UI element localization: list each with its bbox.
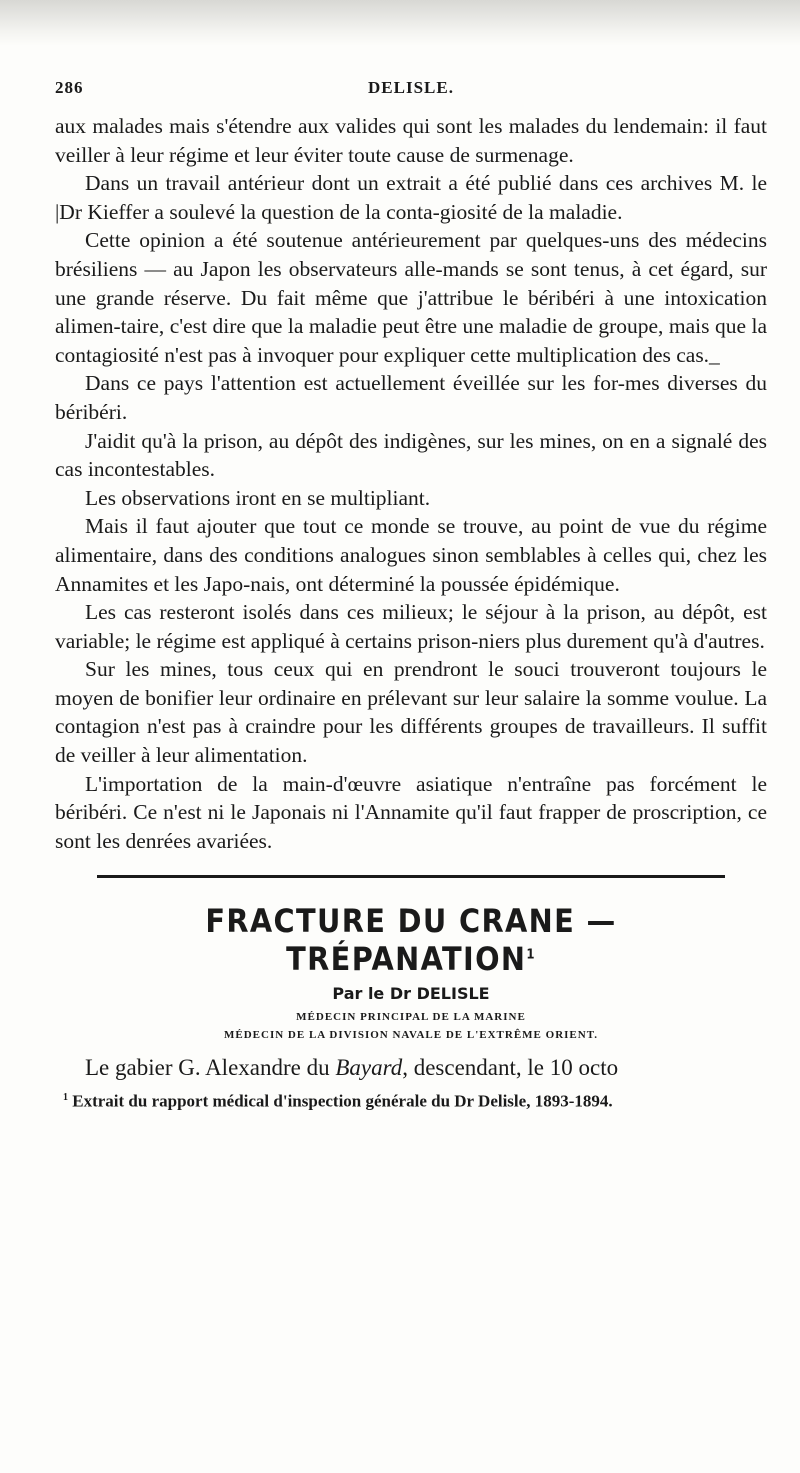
opening-text-continued: , descendant, le 10 octo [402, 1055, 619, 1081]
running-head-author: DELISLE. [368, 78, 454, 97]
section-divider [97, 875, 725, 878]
author-role: MÉDECIN PRINCIPAL DE LA MARINE [296, 1011, 526, 1024]
book-page [55, 78, 767, 1113]
page-number: 286 [55, 78, 84, 97]
author-role: MÉDECIN DE LA DIVISION NAVALE DE L'EXTRÊME ORIENT. [224, 1029, 598, 1042]
body-paragraph: Dans ce pays l'attention est actuellement éveillée sur les for-mes diverses du béribéri. [55, 371, 767, 424]
body-paragraph: Dans un travail antérieur dont un extrait a été publié dans ces archives M. le |Dr Kieffer a soulevé la question de la conta-giosité de la maladie. [55, 171, 767, 224]
footnote-marker: 1 [526, 947, 536, 963]
footnote [55, 1087, 767, 1113]
article-byline: Par le Dr DELISLE [332, 984, 490, 1004]
footnote-number: 1 [63, 1092, 68, 1104]
body-paragraph: J'aidit qu'à la prison, au dépôt des indigènes, sur les mines, on en a signalé des cas incontestables. [55, 428, 767, 482]
running-header [55, 78, 767, 112]
article-opening-line [55, 1054, 767, 1083]
article-title [91, 902, 732, 978]
body-paragraph: L'importation de la main-d'œuvre asiatique n'entraîne pas forcément le béribéri. Ce n'est ni le Japonais ni l'Annamite qu'il faut frapper de proscription, ce sont les denrées avariées. [55, 771, 767, 853]
body-paragraph: Mais il faut ajouter que tout ce monde se trouve, au point de vue du régime alimentaire, dans des conditions analogues sinon semblables à celles qui, chez les Annamites et les Japo-nais, ont déterminé la poussée épidémique. [55, 514, 767, 596]
body-paragraph: aux malades mais s'étendre aux valides qui sont les malades du lendemain: il faut veiller à leur régime et leur éviter toute cause de surmenage. [55, 114, 767, 167]
body-paragraph: Les observations iront en se multipliant. [85, 485, 431, 510]
body-paragraph: Les cas resteront isolés dans ces milieux; le séjour à la prison, au dépôt, est variable; le régime est appliqué à certains prison-niers plus durement qu'à d'autres. [55, 600, 767, 653]
ship-name: Bayard [335, 1055, 403, 1081]
body-paragraph: Cette opinion a été soutenue antérieurement par quelques-uns des médecins brésiliens — au Japon les observateurs alle-mands se sont tenus, à cet égard, sur une grande réserve. Du fait même que j'attribue le béribéri à une intoxication alimen-taire, c'est dire que la maladie peut être une maladie de groupe, mais que la contagiosité n'est pas à invoquer pour expliquer cette multiplication des cas._ [55, 228, 767, 367]
body-paragraph: Sur les mines, tous ceux qui en prendront le souci trouveront toujours le moyen de bonifier leur ordinaire en prélevant sur leur salaire la somme voulue. La contagion n'est pas à craindre pour les différents groupes de travailleurs. Il suffit de veiller à leur alimentation. [55, 657, 767, 768]
article-title-text: FRACTURE DU CRANE — TRÉPANATION [205, 902, 617, 979]
footnote-text: Extrait du rapport médical d'inspection générale du Dr Delisle, 1893-1894. [72, 1091, 613, 1111]
scan-top-edge [0, 0, 800, 46]
opening-text: Le gabier G. Alexandre du [85, 1055, 336, 1081]
